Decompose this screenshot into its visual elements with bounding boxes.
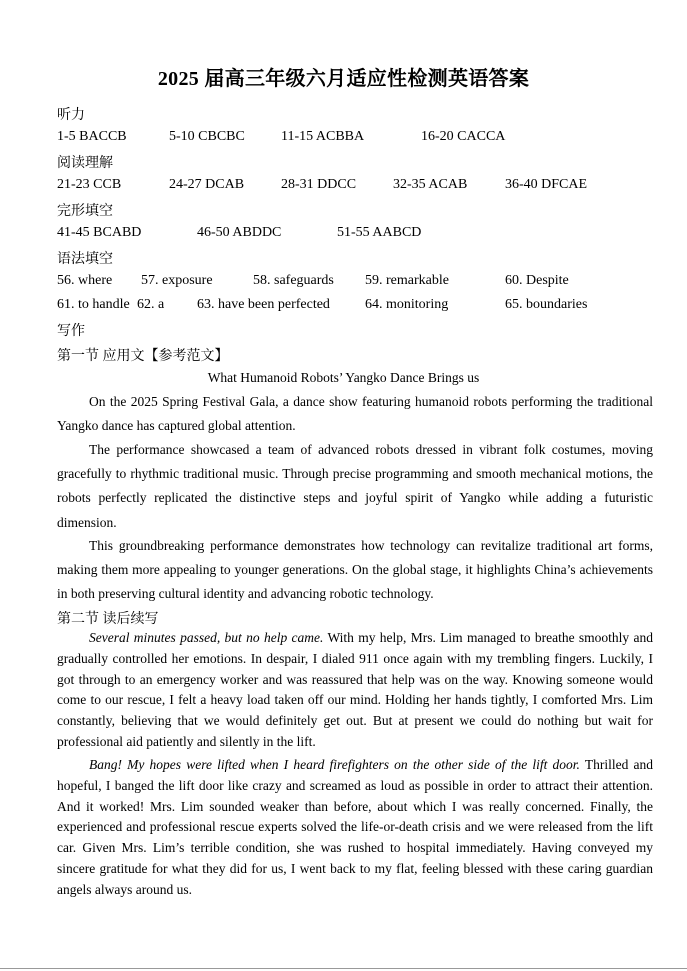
section1-heading: 第一节 应用文【参考范文】 bbox=[57, 349, 229, 364]
paragraph-body: Thrilled and hopeful, I banged the lift door like crazy and screamed as loud as possible in order to attract their attention. And it worked! Mrs. Lim sounded weaker than before, about which I was really concerned. Finally, the experienced and professional rescue experts solved the life-or-death crisis and we were released from the lift car. Given Mrs. Lim’s terrible condition, she was rushed to hospital immediately. Having conveyed my sincere gratitude for what they did for us, I went back to my flat, feeling blessed with these caring guardian angels always around us. bbox=[57, 757, 653, 897]
grammar-heading: 语法填空 bbox=[57, 252, 113, 267]
answer-group: 41-45 BCABD bbox=[57, 225, 142, 240]
cloze-heading: 完形填空 bbox=[57, 204, 113, 219]
essay-title: What Humanoid Robots’ Yangko Dance Brings us bbox=[207, 370, 480, 385]
continuation-paragraph bbox=[57, 755, 653, 901]
grammar-answer: 65. boundaries bbox=[505, 297, 588, 312]
page-title: 2025 届高三年级六月适应性检测英语答案 bbox=[157, 68, 530, 90]
writing-heading: 写作 bbox=[57, 324, 85, 339]
answer-group: 16-20 CACCA bbox=[421, 129, 506, 144]
given-opening-sentence: Bang! My hopes were lifted when I heard firefighters on the other side of the lift door. bbox=[89, 757, 580, 772]
essay-paragraph: This groundbreaking performance demonstrates how technology can revitalize traditional art forms, making them more appealing to younger generations. On the global stage, it highlights China’s achievements in both preserving cultural identity and advancing robotic technology. bbox=[57, 538, 653, 602]
answer-group: 5-10 CBCBC bbox=[169, 129, 245, 144]
essay-paragraph: The performance showcased a team of advanced robots dressed in vibrant folk costumes, moving gracefully to rhythmic traditional music. Through precise programming and smooth mechanical motions, the robots perfectly replicated the distinctive steps and joyful spirit of Yangko while adding a futuristic dimension. bbox=[57, 442, 653, 530]
section2-heading: 第二节 读后续写 bbox=[57, 612, 159, 627]
answer-group: 11-15 ACBBA bbox=[281, 129, 365, 144]
listening-heading: 听力 bbox=[57, 108, 85, 123]
given-opening-sentence: Several minutes passed, but no help came. bbox=[89, 630, 324, 645]
answer-group: 32-35 ACAB bbox=[393, 177, 468, 192]
grammar-answer: 64. monitoring bbox=[365, 297, 449, 312]
grammar-answer: 59. remarkable bbox=[365, 273, 449, 288]
grammar-answer: 56. where bbox=[57, 273, 113, 288]
answer-group: 46-50 ABDDC bbox=[197, 225, 282, 240]
grammar-answer: 61. to handle bbox=[57, 297, 130, 312]
grammar-answer: 57. exposure bbox=[141, 273, 213, 288]
answer-group: 36-40 DFCAE bbox=[505, 177, 588, 192]
answer-group: 28-31 DDCC bbox=[281, 177, 357, 192]
grammar-answer: 62. a bbox=[137, 297, 165, 312]
answer-group: 51-55 AABCD bbox=[337, 225, 422, 240]
answer-group: 21-23 CCB bbox=[57, 177, 122, 192]
answer-group: 1-5 BACCB bbox=[57, 129, 127, 144]
grammar-answer: 63. have been perfected bbox=[197, 297, 330, 312]
paragraph-body: With my help, Mrs. Lim managed to breathe smoothly and gradually controlled her emotions. In despair, I dialed 911 once again with my trembling fingers. Luckily, I got through to an emergency worker and was reassured that help was on the way. Knowing someone would come to our rescue, I felt a heavy load taken off our mind. Holding her hands tightly, I comforted Mrs. Lim constantly, believing that we would definitely get out. But at present we could do nothing but wait for professional aid patiently and silently in the lift. bbox=[57, 630, 653, 749]
reading-heading: 阅读理解 bbox=[57, 156, 113, 171]
page-bottom-border bbox=[0, 968, 687, 969]
continuation-paragraph bbox=[57, 628, 653, 753]
grammar-answer: 60. Despite bbox=[505, 273, 569, 288]
grammar-answer: 58. safeguards bbox=[253, 273, 334, 288]
essay-paragraph: On the 2025 Spring Festival Gala, a dance show featuring humanoid robots performing the traditional Yangko dance has captured global attention. bbox=[57, 394, 653, 434]
answer-group: 24-27 DCAB bbox=[169, 177, 245, 192]
